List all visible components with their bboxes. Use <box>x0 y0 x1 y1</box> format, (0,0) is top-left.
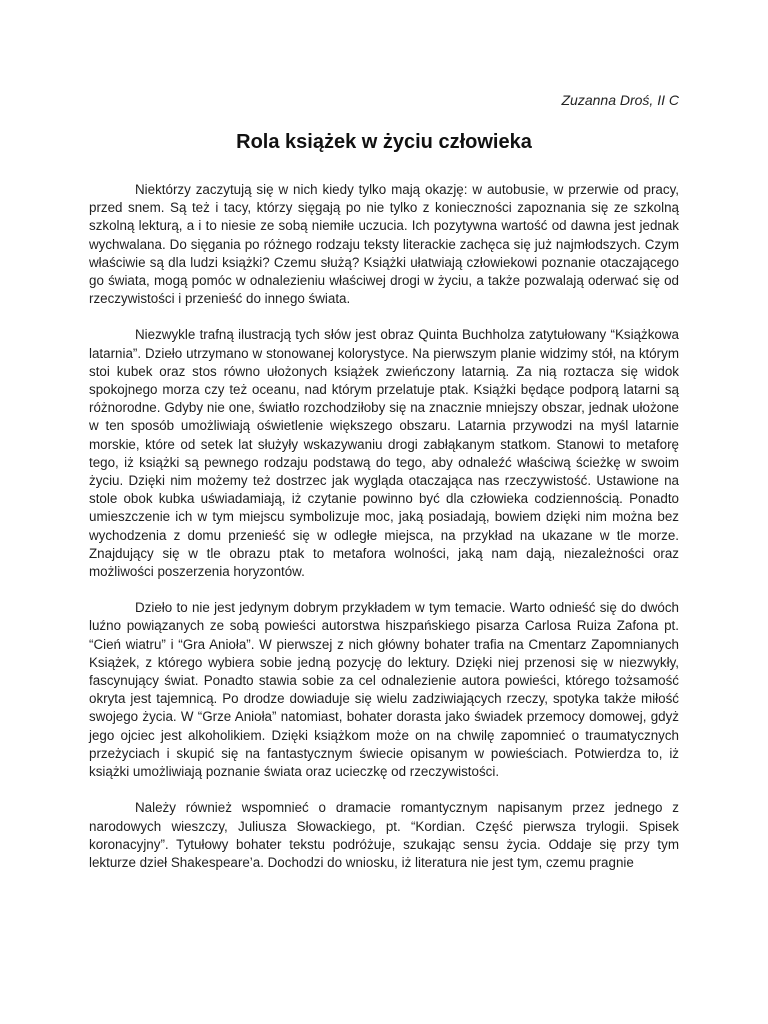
paragraph-3: Dzieło to nie jest jedynym dobrym przykładem w tym temacie. Warto odnieść się do dwóch luźno powiązanych ze sobą powieści autorstwa hiszpańskiego pisarza Carlosa Ruiza Zafona pt. “Cień wiatru” i “Gra Anioła”. W pierwszej z nich główny bohater trafia na Cmentarz Zapomnianych Książek, z którego wybiera sobie jedną pozycję do lektury. Dzięki niej przenosi się w niezwykły, fascynujący świat. Ponadto stawia sobie za cel odnalezienie autora powieści, którego tożsamość okryta jest tajemnicą. Po drodze dowiaduje się wielu zadziwiających rzeczy, spotyka także miłość swojego życia. W “Grze Anioła” natomiast, bohater dorasta jako świadek przemocy domowej, gdyż jego ojciec jest alkoholikiem. Dzięki książkom może on na chwilę zapomnieć o traumatycznych przeżyciach i skupić się na fantastycznym świecie opisanym w powieściach. Potwierdza to, iż książki umożliwiają poznanie świata oraz ucieczkę od rzeczywistości. <box>89 600 679 780</box>
paragraph-2: Niezwykle trafną ilustracją tych słów jest obraz Quinta Buchholza zatytułowany “Książkowa latarnia”. Dzieło utrzymano w stonowanej kolorystyce. Na pierwszym planie widzimy stół, na którym stoi kubek oraz stos równo ułożonych książek zwieńczony latarnią. Za nią roztacza się widok spokojnego morza czy też oceanu, nad którym przelatuje ptak. Książki będące podporą latarni są różnorodne. Gdyby nie one, światło rozchodziłoby się na znacznie mniejszy obszar, jednak ułożone w ten sposób umożliwiają oświetlenie większego obszaru. Latarnia przywodzi na myśl latarnie morskie, które od setek lat służyły wskazywaniu drogi zabłąkanym statkom. Stanowi to metaforę tego, iż książki są pewnego rodzaju podstawą do tego, aby odnaleźć właściwą ścieżkę w swoim życiu. Dzięki nim możemy też dostrzec jak wygląda otaczająca nas rzeczywistość. Ustawione na stole obok kubka uświadamiają, iż czytanie powinno być dla człowieka codziennością. Ponadto umieszczenie ich w tym miejscu symbolizuje moc, jaką posiadają, bowiem dzięki nim można bez wychodzenia z domu przenieść się w odległe miejsca, na przykład na ukazane w tle morze. Znajdujący się w tle obrazu ptak to metafora wolności, jaką nam dają, niezależności oraz możliwości poszerzenia horyzontów. <box>89 327 679 580</box>
paragraph-1: Niektórzy zaczytują się w nich kiedy tylko mają okazję: w autobusie, w przerwie od pracy, przed snem. Są też i tacy, którzy sięgają po nie tylko z konieczności zapoznania się ze szkolną szkolną lekturą, a i to niesie ze sobą niemiłe uczucia. Ich pozytywna wartość od dawna jest jednak wychwalana. Do sięgania po różnego rodzaju teksty literackie zachęca się już najmłodszych. Czym właściwie są dla ludzi książki? Czemu służą? Książki ułatwiają człowiekowi poznanie otaczającego go świata, mogą pomóc w odnalezieniu właściwej drogi w życiu, a także pozwalają oderwać się od rzeczywistości i przenieść do innego świata. <box>89 182 679 307</box>
author-line: Zuzanna Droś, II C <box>561 92 679 108</box>
page-title: Rola książek w życiu człowieka <box>236 131 532 153</box>
document-body <box>89 181 679 890</box>
paragraph-4: Należy również wspomnieć o dramacie romantycznym napisanym przez jednego z narodowych wieszczy, Juliusza Słowackiego, pt. “Kordian. Część pierwsza trylogii. Spisek koronacyjny”. Tytułowy bohater tekstu podróżuje, szukając sensu życia. Oddaje się przy tym lekturze dzieł Shakespeare’a. Dochodzi do wniosku, iż literatura nie jest tym, czemu pragnie <box>89 800 679 870</box>
